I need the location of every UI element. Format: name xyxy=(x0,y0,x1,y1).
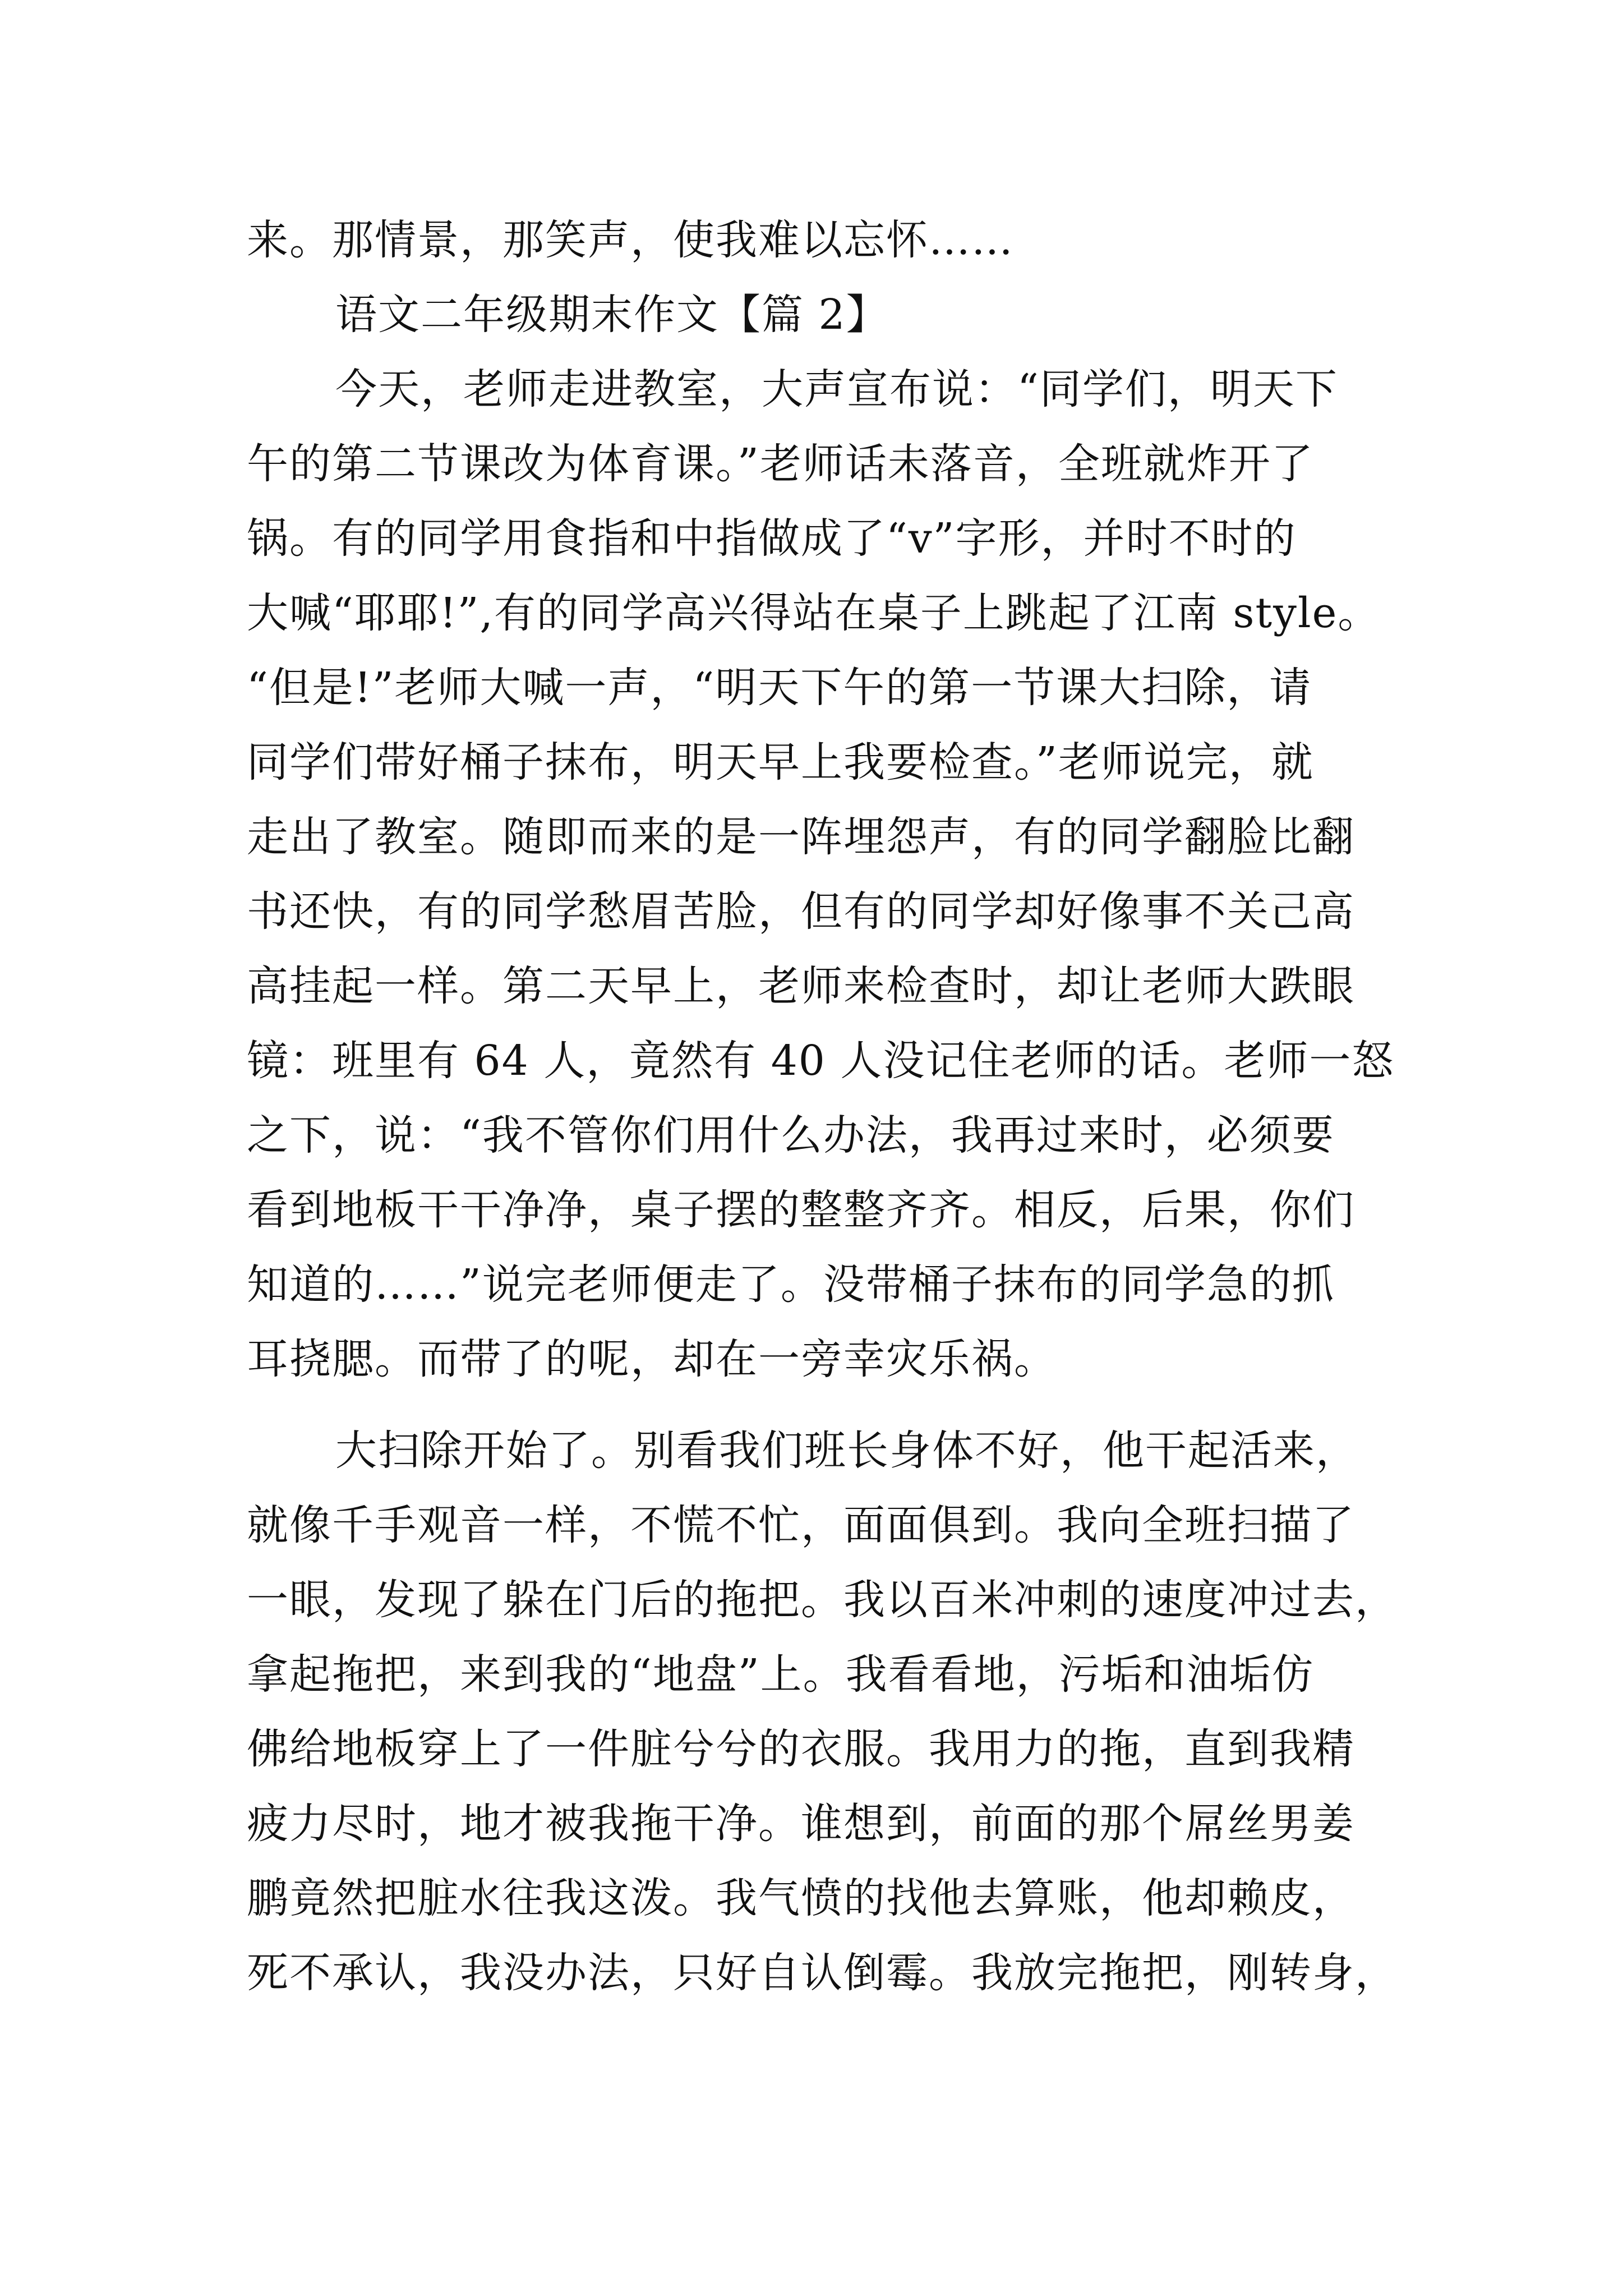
text-line: “但是!”老师大喊一声，“明天下午的第一节课大扫除，请 xyxy=(247,664,1312,712)
text-line: 走出了教室。随即而来的是一阵埋怨声，有的同学翻脸比翻 xyxy=(247,813,1355,861)
text-line: 知道的……”说完老师便走了。没带桶子抹布的同学急的抓 xyxy=(247,1260,1335,1309)
text-line: 书还快，有的同学愁眉苦脸，但有的同学却好像事不关己高 xyxy=(247,887,1355,936)
text-line: 今天，老师走进教室，大声宣布说：“同学们，明天下 xyxy=(335,365,1338,413)
text-line: 锅。有的同学用食指和中指做成了“v”字形，并时不时的 xyxy=(247,514,1297,563)
text-line: 看到地板干干净净，桌子摆的整整齐齐。相反，后果，你们 xyxy=(247,1186,1355,1234)
text-line: 同学们带好桶子抹布，明天早上我要检查。”老师说完，就 xyxy=(247,738,1314,786)
text-line: 午的第二节课改为体育课。”老师话未落音，全班就炸开了 xyxy=(247,440,1314,488)
document-body xyxy=(247,203,1396,2010)
text-line: 疲力尽时，地才被我拖干净。谁想到，前面的那个屌丝男姜 xyxy=(247,1800,1355,1848)
text-line: 耳挠腮。而带了的呢，却在一旁幸灾乐祸。 xyxy=(247,1335,1057,1383)
section-heading: 语文二年级期末作文【篇 2】 xyxy=(335,291,889,339)
text-line: 大扫除开始了。别看我们班长身体不好，他干起活来， xyxy=(335,1427,1358,1475)
text-line: 佛给地板穿上了一件脏兮兮的衣服。我用力的拖，直到我精 xyxy=(247,1725,1355,1773)
text-line: 镜：班里有 64 人，竟然有 40 人没记住老师的话。老师一怒 xyxy=(247,1037,1395,1085)
text-line: 死不承认，我没办法，只好自认倒霉。我放完拖把，刚转身， xyxy=(247,1949,1398,1997)
text-line: 大喊“耶耶!”,有的同学高兴得站在桌子上跳起了江南 style。 xyxy=(247,589,1381,637)
text-line: 高挂起一样。第二天早上，老师来检查时，却让老师大跌眼 xyxy=(247,962,1355,1010)
text-line: 鹏竟然把脏水往我这泼。我气愤的找他去算账，他却赖皮， xyxy=(247,1874,1355,1922)
text-line: 来。那情景，那笑声，使我难以忘怀…… xyxy=(247,216,1014,264)
text-line: 拿起拖把，来到我的“地盘”上。我看看地，污垢和油垢仿 xyxy=(247,1650,1315,1699)
text-line: 一眼，发现了躲在门后的拖把。我以百米冲刺的速度冲过去， xyxy=(247,1576,1398,1624)
text-line: 就像千手观音一样，不慌不忙，面面俱到。我向全班扫描了 xyxy=(247,1501,1355,1549)
text-line: 之下，说：“我不管你们用什么办法，我再过来时，必须要 xyxy=(247,1111,1335,1159)
